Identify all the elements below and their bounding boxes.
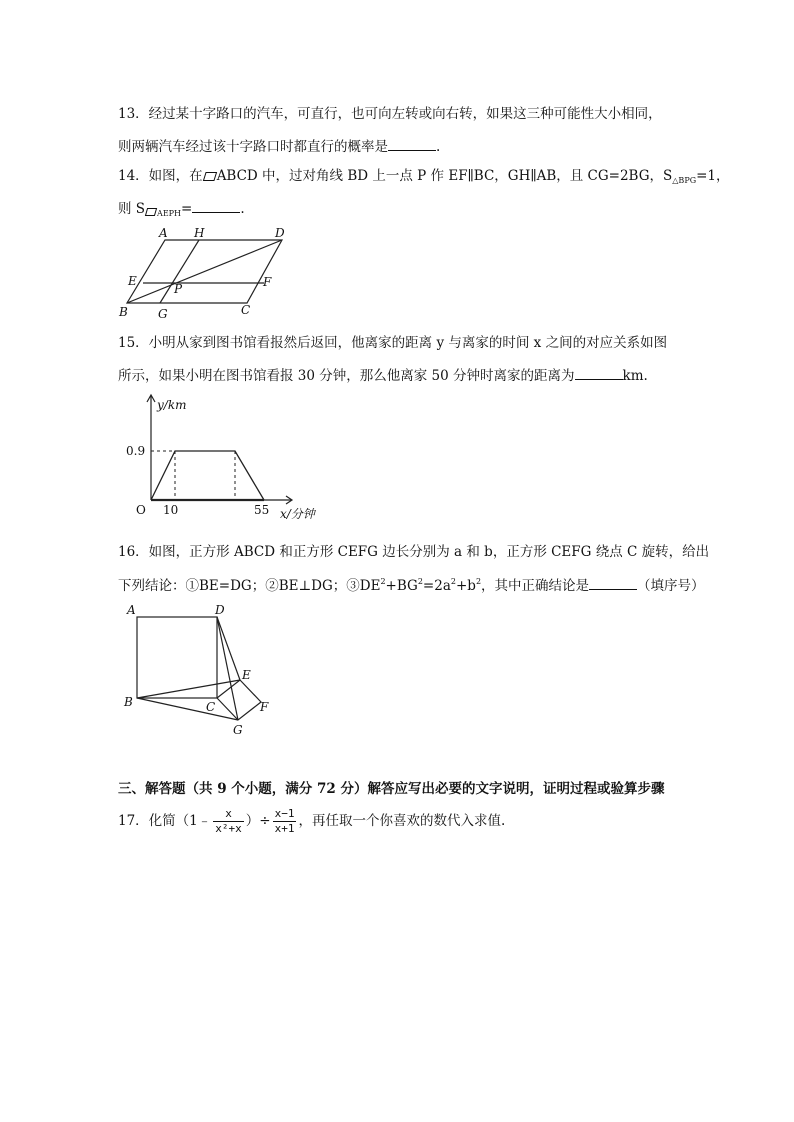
q17-frac1-numerator: x (225, 807, 232, 820)
q14-label-e: E (128, 274, 137, 288)
q13-line1: 13．经过某十字路口的汽车，可直行，也可向左转或向右转，如果这三种可能性大小相同， (118, 106, 662, 122)
q17-line (118, 806, 505, 836)
q16-label-e: E (242, 668, 251, 682)
q16-label-f: F (260, 700, 269, 714)
q16-text-f: （填序号） (637, 578, 705, 594)
q17-middle: ）÷ (245, 813, 271, 829)
q15-origin-label: O (136, 503, 146, 517)
q14-eq: = (181, 201, 193, 217)
q14-label-f: F (263, 275, 272, 289)
q16-sup-2: 2 (417, 577, 423, 586)
q16-line1: 16．如图，正方形 ABCD 和正方形 CEFG 边长分别为 a 和 b，正方形 CEFG 绕点 C 旋转，给出 (118, 544, 710, 560)
q15-y-axis-label: y/km (157, 398, 187, 412)
q14-sub-bpg: △BPG (672, 176, 697, 185)
q16-text-a: 下列结论：①BE=DG；②BE⊥DG；③DE (118, 578, 381, 594)
q17-fraction-1 (213, 807, 244, 836)
q14-text-a: 14．如图，在 (118, 168, 203, 184)
q16-text-c: =2a (422, 578, 451, 594)
q13-text: 则两辆汽车经过该十字路口时都直行的概率是 (118, 139, 388, 155)
q14-end: . (240, 201, 245, 217)
q14-label-d: D (275, 226, 285, 240)
q16-label-b: B (124, 695, 133, 709)
q16-sup-4: 2 (475, 577, 482, 586)
q14-label-p: P (174, 282, 183, 296)
q14-label-h: H (194, 226, 205, 240)
q17-frac2-denominator: x+1 (274, 822, 295, 835)
q16-text-e: ，其中正确结论是 (481, 578, 590, 594)
q15-x-tick-55: 55 (254, 503, 270, 517)
q16-label-g: G (233, 723, 243, 737)
q16-text-d: +b (455, 578, 476, 594)
q17-frac1-denominator: x²+x (215, 822, 242, 835)
q14-label-c: C (241, 303, 251, 317)
q17-fraction-2 (273, 807, 297, 836)
q17-suffix: ，再任取一个你喜欢的数代入求值. (298, 813, 506, 829)
q15-text: 所示，如果小明在图书馆看报 30 分钟，那么他离家 50 分钟时离家的距离为 (118, 368, 575, 384)
q15-line1: 15．小明从家到图书馆看报然后返回，他离家的距离 y 与离家的时间 x 之间的对应关系如图 (118, 335, 668, 351)
q14-text-c: =1， (696, 168, 730, 184)
q17-prefix: 17．化简（1﹣ (118, 813, 212, 829)
q14-text-d: 则 S (118, 201, 146, 217)
q13-end: . (436, 139, 441, 155)
q16-sup-1: 2 (380, 577, 386, 586)
q16-text-b: +BG (385, 578, 418, 594)
q15-unit: km. (622, 368, 648, 384)
q16-label-d: D (215, 603, 225, 617)
q16-label-a: A (127, 603, 136, 617)
q16-sup-3: 2 (450, 577, 456, 586)
q14-label-a: A (159, 226, 168, 240)
q15-x-tick-10: 10 (163, 503, 179, 517)
q14-label-b: B (119, 305, 128, 319)
q14-label-g: G (158, 307, 168, 321)
q14-sub-aeph: AEPH (157, 209, 182, 218)
q15-y-tick: 0.9 (126, 444, 146, 458)
q14-text-b: ABCD 中，过对角线 BD 上一点 P 作 EF∥BC，GH∥AB，且 CG=2BG，S (216, 168, 673, 184)
q17-frac2-numerator: x−1 (274, 807, 295, 820)
q16-label-c: C (206, 700, 216, 714)
q15-x-axis-label: x/分钟 (280, 507, 315, 521)
section-3-heading: 三、解答题（共 9 个小题，满分 72 分）解答应写出必要的文字说明，证明过程或验算步骤 (118, 781, 665, 797)
